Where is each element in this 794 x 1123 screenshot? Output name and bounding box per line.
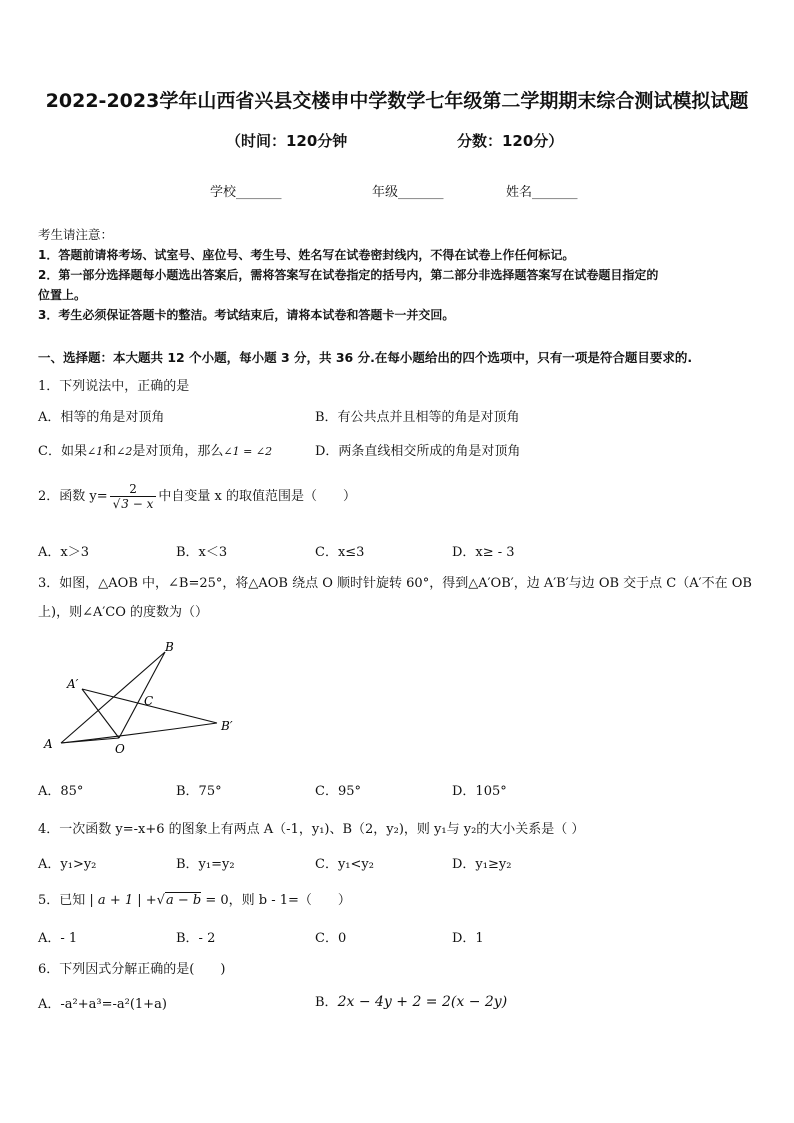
q5-radicand: a − b [165,893,202,908]
q2-option-d[interactable]: D．x≥ - 3 [452,545,515,560]
q4-option-a[interactable]: A．y₁>y₂ [38,857,97,872]
time-limit: （时间：120分钟 [226,132,348,150]
q2-fraction [110,482,157,511]
q1-c-angle2: ∠2 [116,445,133,458]
notice-heading: 考生请注意： [38,227,114,242]
q3-stem-line2: 上)，则∠A′CO 的度数为（） [38,605,209,620]
label-c: C [144,694,154,708]
label-b: B [165,640,174,654]
q1-c-middle: 是对顶角，那么 [132,444,224,459]
q1-c-angle1: ∠1 [86,445,104,458]
q4-stem: 4．一次函数 y=-x+6 的图象上有两点 A（-1，y₁)、B（2，y₂)，则 y₁与 y₂的大小关系是（ ） [38,822,585,837]
q2-option-b[interactable]: B．x＜3 [176,545,228,560]
q5-option-a[interactable]: A．- 1 [38,931,78,946]
notice-item: 3．考生必须保证答题卡的整洁。考试结束后，请将本试卷和答题卡一并交回。 [38,308,455,322]
q3-option-d[interactable]: D．105° [452,784,507,799]
q4-option-d[interactable]: D．y₁≥y₂ [452,857,512,872]
q6-option-b[interactable] [315,991,507,1010]
q1-c-prefix: C．如果 [38,444,87,459]
page-title: 2022-2023学年山西省兴县交楼申中学数学七年级第二学期期末综合测试模拟试题 [45,90,749,112]
q1-stem: 1．下列说法中，正确的是 [38,379,190,394]
q3-triangle-figure [30,632,260,762]
q1-c-equation: ∠1 = ∠2 [223,445,273,458]
q5-stem: 5．已知 | a + 1 | +√a − b = 0，则 b - 1=（ ） [38,893,351,908]
q2-prefix: 2．函数 y= [38,489,108,504]
q2-denominator: √3 − x [112,497,154,511]
q5-prefix: 5．已知 [38,893,86,908]
edge-bo [119,652,165,738]
notice-item: 位置上。 [38,288,87,302]
label-a: A [44,737,53,751]
notice-item: 2．第一部分选择题每小题选出答案后，需将答案写在试卷指定的括号内，第二部分非选择题答案写在试卷题目指定的 [38,268,659,282]
q3-option-c[interactable]: C．95° [315,784,361,799]
q1-option-b[interactable]: B．有公共点并且相等的角是对顶角 [315,410,520,425]
q5-abs-term: | a + 1 | + [89,893,157,908]
q1-c-and: 和 [103,444,117,459]
q3-option-a[interactable]: A．85° [38,784,84,799]
q1-option-a[interactable]: A．相等的角是对顶角 [38,410,165,425]
q6-option-a[interactable]: A．-a²+a³=-a²(1+a) [38,997,167,1012]
q2-option-c[interactable]: C．x≤3 [315,545,365,560]
grade-field[interactable]: 年级_______ [372,185,444,200]
q5-suffix: = 0，则 b - 1=（ ） [205,893,351,908]
label-a-prime: A′ [67,677,79,691]
q3-stem-line1: 3．如图，△AOB 中，∠B=25°，将△AOB 绕点 O 顺时针旋转 60°，得到△A′OB′，边 A′B′与边 OB 交于点 C（A′不在 OB [38,576,752,591]
total-score: 分数：120分） [457,132,564,150]
edge-a2o [82,689,119,738]
q3-option-b[interactable]: B．75° [176,784,222,799]
q4-option-c[interactable]: C．y₁<y₂ [315,857,374,872]
label-o: O [115,742,125,756]
q2-suffix: 中自变量 x 的取值范围是（ ） [158,489,356,504]
school-field[interactable]: 学校_______ [210,185,282,200]
q2-option-a[interactable]: A．x＞3 [38,545,89,560]
q4-option-b[interactable]: B．y₁=y₂ [176,857,235,872]
q6-b-label: B． [315,995,338,1010]
q1-option-c[interactable] [38,440,272,459]
notice-item: 1．答题前请将考场、试室号、座位号、考生号、姓名写在试卷密封线内，不得在试卷上作任何标记。 [38,248,575,262]
notice-block [38,225,760,325]
q5-option-c[interactable]: C．0 [315,931,347,946]
q5-option-b[interactable]: B．- 2 [176,931,216,946]
section-heading: 一、选择题：本大题共 12 个小题，每小题 3 分，共 36 分.在每小题给出的四个选项中，只有一项是符合题目要求的. [38,350,693,365]
q2-stem [38,482,356,511]
q2-radicand: 3 − x [121,497,154,511]
q6-b-expression: 2x − 4y + 2 = 2(x − 2y) [337,994,508,1010]
q2-numerator: 2 [110,482,157,497]
label-b-prime: B′ [221,719,233,733]
q5-option-d[interactable]: D．1 [452,931,484,946]
q1-option-d[interactable]: D．两条直线相交所成的角是对顶角 [315,444,521,459]
name-field[interactable]: 姓名_______ [506,185,578,200]
q6-stem: 6．下列因式分解正确的是( ) [38,962,226,977]
edge-ab2 [61,723,217,743]
